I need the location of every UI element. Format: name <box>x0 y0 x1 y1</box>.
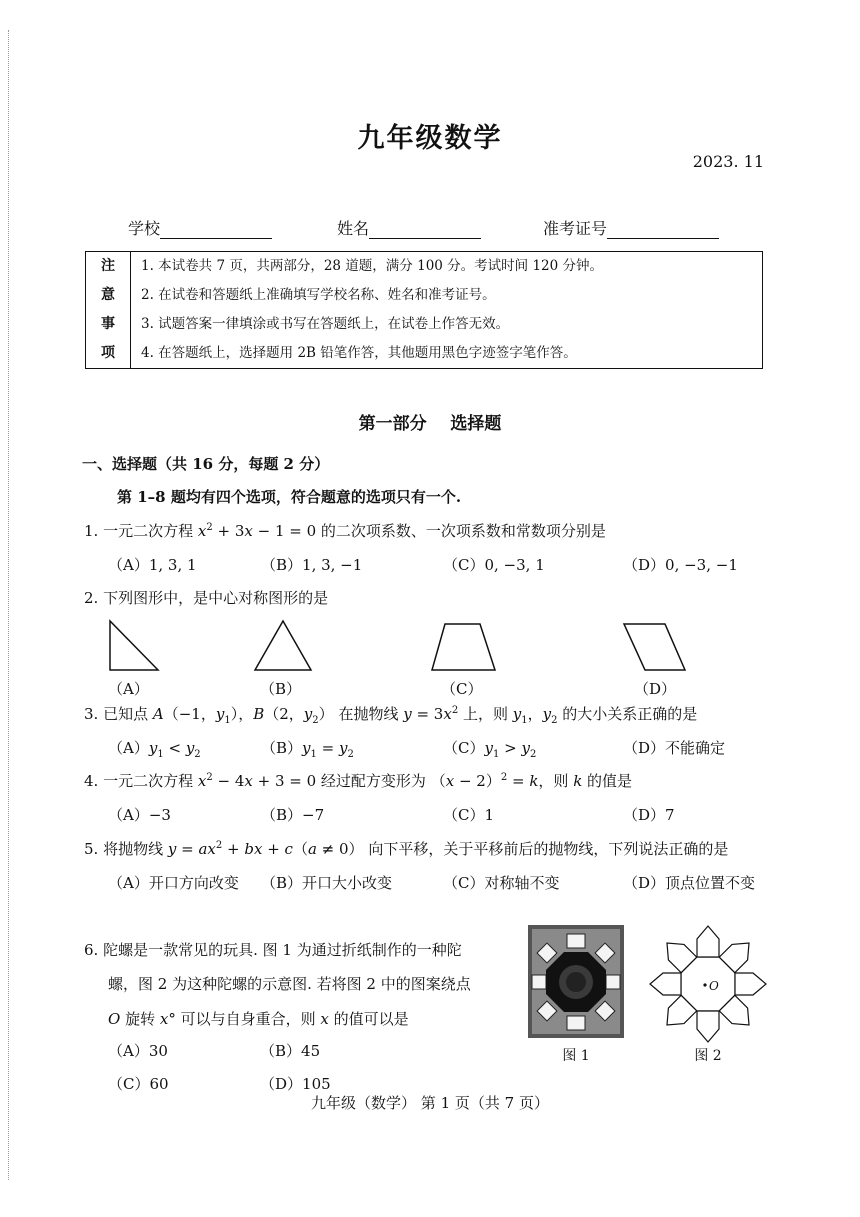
question-2 <box>84 587 328 608</box>
question-text: 陀螺是一款常见的玩具. 图 1 为通过折纸制作的一种陀 <box>103 941 462 959</box>
question-text: 下列图形中，是中心对称图形的是 <box>103 589 329 607</box>
var-x: x <box>320 1010 329 1028</box>
angle-math: x° <box>159 1010 176 1028</box>
points-math: A（−1，$y_1$），B（2，$y_2$） <box>152 705 334 726</box>
q6-option-d[interactable]: （D）105 <box>260 1075 331 1093</box>
isosceles-triangle-shape[interactable] <box>255 621 311 670</box>
notice-label-char: 事 <box>101 316 115 332</box>
q3-option-b[interactable]: $(B)y_1 = y_2$ <box>261 739 354 760</box>
q2-option-a[interactable]: （A） <box>108 680 149 698</box>
notice-label <box>86 252 131 369</box>
notice-item: 3. 试题答案一律填涂或书写在答题纸上，在试卷上作答无效。 <box>141 316 510 332</box>
page-title: 九年级数学 <box>357 123 503 154</box>
question-text: 的二次项系数、一次项系数和常数项分别是 <box>316 522 606 540</box>
question-text: 的值可以是 <box>328 1010 409 1028</box>
question-text: 一元二次方程 <box>103 772 198 790</box>
question-1 <box>84 520 606 541</box>
q1-option-d[interactable]: （D）0, −3, −1 <box>623 556 738 574</box>
parabola-math: $y = 3x^2$ <box>403 705 459 723</box>
q5-option-a[interactable]: （A）开口方向改变 <box>108 874 239 892</box>
var-k: k <box>573 772 583 790</box>
notice-label-char: 项 <box>101 345 115 361</box>
figure-1-caption: 图 1 <box>562 1048 590 1064</box>
q2-option-b[interactable]: （B） <box>260 680 302 698</box>
question-text: 的大小关系正确的是 <box>557 705 698 723</box>
q3-option-d[interactable] <box>623 737 725 758</box>
q5-option-c[interactable]: （C）对称轴不变 <box>443 874 560 892</box>
q5-option-d[interactable]: （D）顶点位置不变 <box>623 874 756 892</box>
option-prefix: （B） <box>261 739 303 757</box>
q4-option-c[interactable]: （C）1 <box>443 806 495 824</box>
question-text: 在抛物线 <box>333 705 404 723</box>
question-4 <box>84 770 632 791</box>
q3-option-a[interactable]: $(A)y_1 < y_2$ <box>108 739 201 760</box>
exam-id-line <box>607 220 719 239</box>
notice-item: 1. 本试卷共 7 页，共两部分，28 道题，满分 100 分。考试时间 120 分钟。 <box>141 258 604 274</box>
name-label: 姓名 <box>337 219 370 238</box>
q1-option-a[interactable]: （A）1, 3, 1 <box>108 556 197 574</box>
question-text: 的值是 <box>582 772 633 790</box>
question-number: 3. <box>84 705 99 723</box>
section-instruction: 第 1–8 题均有四个选项，符合题意的选项只有一个. <box>117 488 462 506</box>
question-number: 1. <box>84 522 99 540</box>
question-3 <box>84 703 697 726</box>
parallelogram-shape[interactable] <box>624 624 685 670</box>
question-text: 上，则 <box>458 705 513 723</box>
option-text: 不能确定 <box>665 739 726 757</box>
q6-option-b[interactable]: （B）45 <box>260 1042 321 1060</box>
notice-label-char: 注 <box>101 258 115 274</box>
figure-2-caption: 图 2 <box>694 1048 722 1064</box>
notice-item: 2. 在试卷和答题纸上准确填写学校名称、姓名和准考证号。 <box>141 287 496 303</box>
q4-option-b[interactable]: （B）−7 <box>261 806 325 824</box>
question-number: 5. <box>84 840 99 858</box>
question-text: 可以与自身重合，则 <box>175 1010 321 1028</box>
question-number: 2. <box>84 589 99 607</box>
question-text: ，则 <box>538 772 574 790</box>
completed-square-math: $(x - 2)^2 = k$ <box>430 772 539 790</box>
question-number: 6. <box>84 941 99 959</box>
q1-option-b[interactable]: （B）1, 3, −1 <box>261 556 363 574</box>
question-text: 一元二次方程 <box>103 522 198 540</box>
equation: $x^2 - 4x + 3 = 0$ <box>197 772 317 790</box>
question-6-line-2: 螺，图 2 为这种陀螺的示意图. 若将图 2 中的图案绕点 <box>108 975 471 993</box>
notice-box <box>85 251 763 369</box>
parabola-math: $y = ax^2$ + bx + c（a ≠ 0） <box>167 840 364 858</box>
notice-items <box>131 252 763 369</box>
school-field[interactable] <box>128 216 272 239</box>
question-text: 旋转 <box>120 1010 160 1028</box>
vars-math: $y_1$，$y_2$ <box>512 705 558 726</box>
binding-margin-dots <box>8 30 11 1180</box>
question-text: 已知点 <box>103 705 153 723</box>
option-prefix: （A） <box>108 739 149 757</box>
q1-option-c[interactable]: （C）0, −3, 1 <box>443 556 545 574</box>
question-text: 经过配方变形为 <box>316 772 431 790</box>
right-triangle-shape[interactable] <box>110 621 158 670</box>
notice-label-char: 意 <box>101 287 115 303</box>
section-title: 一、选择题（共 16 分，每题 2 分） <box>82 455 330 473</box>
trapezoid-shape[interactable] <box>432 624 495 670</box>
q2-option-d[interactable]: （D） <box>634 680 677 698</box>
q6-option-a[interactable]: （A）30 <box>108 1042 168 1060</box>
q2-figures <box>100 616 780 676</box>
q3-option-c[interactable]: $(C)y_1 > y_2$ <box>443 739 537 760</box>
notice-item: 4. 在答题纸上，选择题用 2B 铅笔作答，其他题用黑色字迹签字笔作答。 <box>141 345 577 361</box>
exam-id-label: 准考证号 <box>543 219 608 238</box>
question-text: 向下平移，关于平移前后的抛物线，下列说法正确的是 <box>363 840 729 858</box>
q4-option-a[interactable]: （A）−3 <box>108 806 171 824</box>
option-prefix: （C） <box>443 739 485 757</box>
name-field[interactable] <box>337 216 481 239</box>
figure-1-photo <box>528 925 624 1038</box>
figure-2-diagram <box>646 922 770 1046</box>
exam-date: 2023. 11 <box>692 152 764 171</box>
option-prefix: （D） <box>623 739 666 757</box>
name-line <box>369 220 481 239</box>
question-6-line-1 <box>84 939 462 960</box>
school-line <box>160 220 272 239</box>
question-text: 将抛物线 <box>103 840 168 858</box>
question-5 <box>84 838 728 859</box>
q4-option-d[interactable]: （D）7 <box>623 806 675 824</box>
q5-option-b[interactable]: （B）开口大小改变 <box>261 874 393 892</box>
question-6-line-3 <box>108 1008 409 1029</box>
question-number: 4. <box>84 772 99 790</box>
part-title: 第一部分 选择题 <box>358 414 502 434</box>
page-footer: 九年级（数学） 第 1 页（共 7 页） <box>311 1094 549 1112</box>
point-o-label: O <box>709 979 719 993</box>
q2-option-c[interactable]: （C） <box>441 680 483 698</box>
school-label: 学校 <box>128 219 161 238</box>
q6-option-c[interactable]: （C）60 <box>108 1075 169 1093</box>
point-o: O <box>108 1010 121 1028</box>
exam-id-field[interactable] <box>543 216 719 239</box>
equation: $x^2 + 3x - 1 = 0$ <box>197 522 317 540</box>
